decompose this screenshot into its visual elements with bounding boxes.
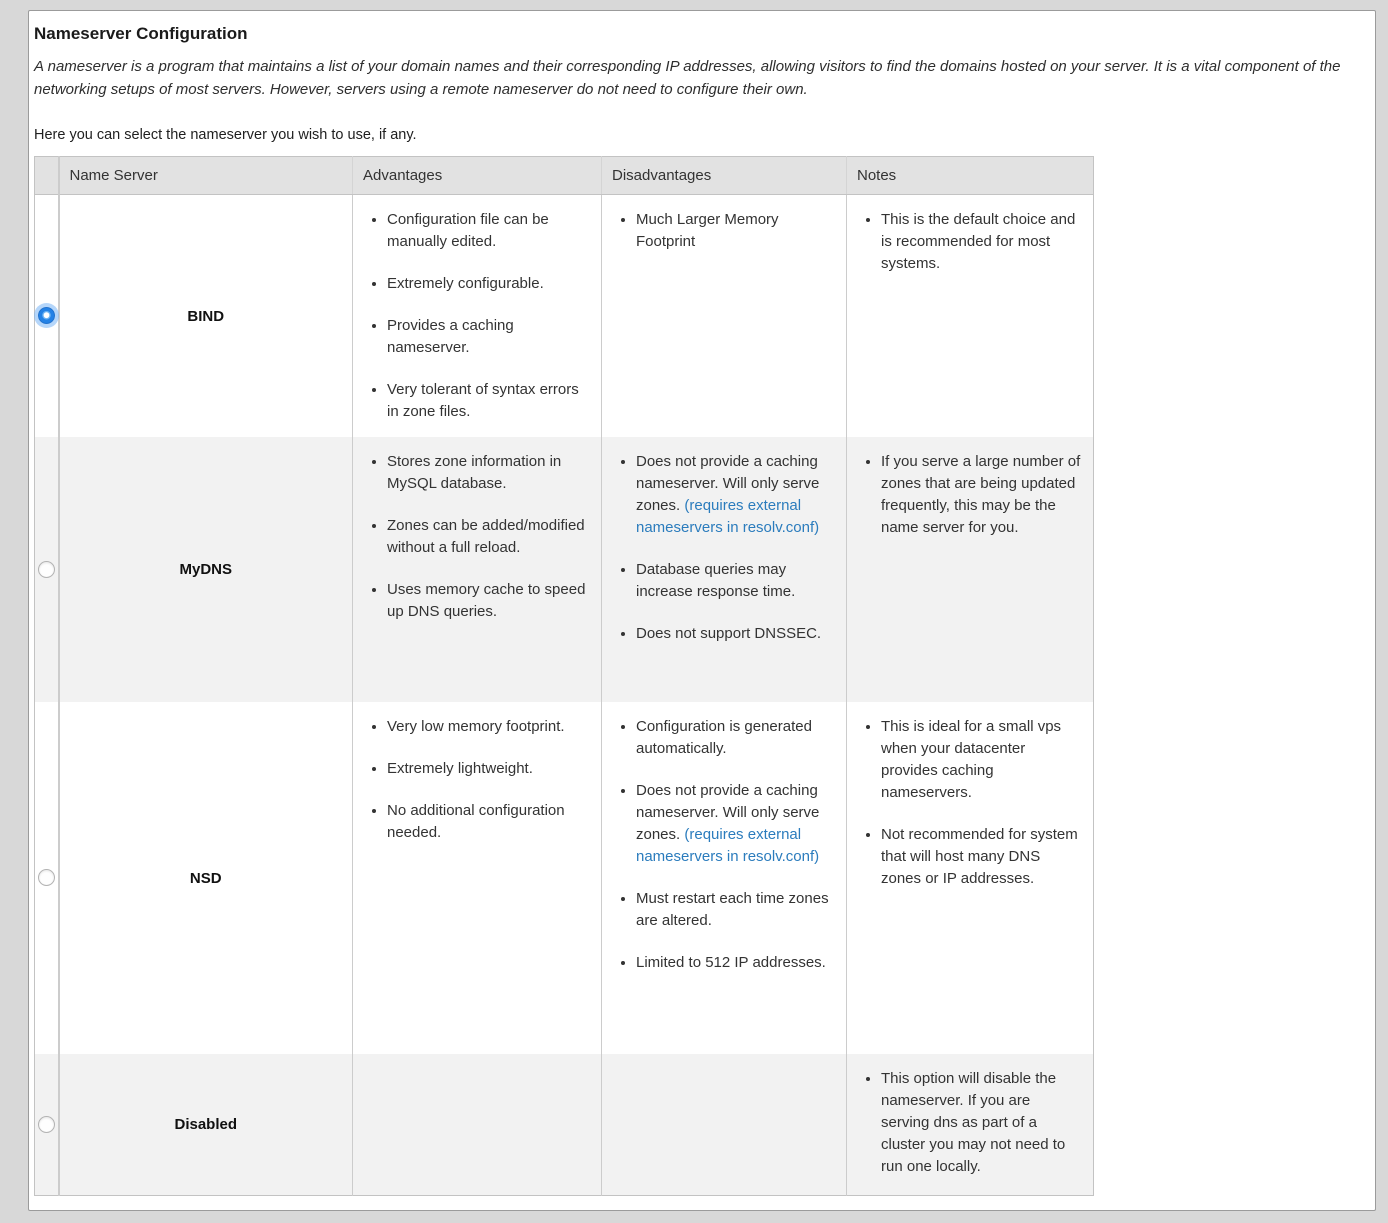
notes-cell [847,702,1094,1054]
header-disadvantages: Disadvantages [602,157,847,195]
disadvantages-cell [602,1054,847,1195]
bullet-text: Database queries may increase response time. [636,561,796,600]
radio-button-nsd[interactable] [38,869,55,886]
bullet-text: Configuration file can be manually edited. [387,211,549,250]
advantages-cell [353,1054,602,1195]
header-radio-column [35,157,59,195]
bullet-list [857,1068,1081,1178]
select-hint: Here you can select the nameserver you wish to use, if any. [34,127,417,143]
notes-cell [847,1054,1094,1195]
disadvantages-cell [602,437,847,702]
bullet-item [881,1068,1081,1178]
nameserver-name: Disabled [59,1054,353,1195]
bullet-text: Does not provide a caching nameserver. Will only serve zones. [636,453,820,514]
bullet-item [387,579,589,623]
bullet-item [881,716,1081,804]
bullet-text: Not recommended for system that will host many DNS zones or IP addresses. [881,826,1078,887]
bullet-text: Configuration is generated automatically. [636,718,812,757]
bullet-text: Does not support DNSSEC. [636,625,822,642]
radio-cell [35,437,59,702]
nameserver-row-nsd [35,702,1094,1054]
bullet-list [857,716,1081,890]
bullet-item [636,559,834,603]
bullet-text: Stores zone information in MySQL database. [387,453,562,492]
nameserver-row-disabled [35,1054,1094,1195]
bullet-list [363,716,589,844]
resolv-conf-link[interactable]: (requires external nameservers in resolv.conf) [636,826,820,865]
header-notes: Notes [847,157,1094,195]
bullet-item [881,824,1081,890]
bullet-item [387,315,589,359]
bullet-list [363,209,589,423]
bullet-text: Extremely configurable. [387,275,544,292]
bullet-list [612,451,834,645]
bullet-list [857,209,1081,275]
notes-cell [847,195,1094,438]
bullet-list [363,451,589,623]
nameserver-row-bind [35,195,1094,438]
bullet-item [636,209,834,253]
content-panel [28,10,1376,1211]
bullet-item [387,273,589,295]
nameserver-name: BIND [59,195,353,438]
radio-cell [35,195,59,438]
radio-cell [35,1054,59,1195]
bullet-item [387,800,589,844]
bullet-item [387,209,589,253]
nameserver-row-mydns [35,437,1094,702]
resolv-conf-link[interactable]: (requires external nameservers in resolv.conf) [636,497,820,536]
bullet-text: Extremely lightweight. [387,760,533,777]
advantages-cell [353,195,602,438]
bullet-item [387,379,589,423]
notes-cell [847,437,1094,702]
bullet-text: Very low memory footprint. [387,718,565,735]
bullet-item [636,888,834,932]
nameserver-name: MyDNS [59,437,353,702]
bullet-item [636,716,834,760]
table-body [35,195,1094,1196]
bullet-item [636,623,834,645]
bullet-text: This is ideal for a small vps when your datacenter provides caching nameservers. [881,718,1062,801]
bullet-text: This option will disable the nameserver. If you are serving dns as part of a cluster you may not need to run one locally. [881,1070,1066,1175]
bullet-text: Limited to 512 IP addresses. [636,954,826,971]
header-advantages: Advantages [353,157,602,195]
bullet-text: Must restart each time zones are altered. [636,890,829,929]
advantages-cell [353,702,602,1054]
bullet-text: Uses memory cache to speed up DNS queries. [387,581,586,620]
bullet-item [636,952,834,974]
table-header-row [35,157,1094,195]
bullet-list [612,209,834,253]
bullet-text: If you serve a large number of zones that are being updated frequently, this may be the name server for you. [881,453,1081,536]
bullet-item [387,515,589,559]
bullet-text: This is the default choice and is recommended for most systems. [881,211,1076,272]
page-title: Nameserver Configuration [34,24,248,43]
radio-cell [35,702,59,1054]
bullet-item [387,451,589,495]
advantages-cell [353,437,602,702]
bullet-text: Much Larger Memory Footprint [636,211,779,250]
bullet-text: No additional configuration needed. [387,802,565,841]
bullet-item [881,209,1081,275]
radio-button-mydns[interactable] [38,561,55,578]
bullet-item [636,451,834,539]
bullet-list [612,716,834,974]
nameserver-name: NSD [59,702,353,1054]
bullet-text: Very tolerant of syntax errors in zone files. [387,381,579,420]
header-name-server: Name Server [59,157,353,195]
bullet-text: Zones can be added/modified without a full reload. [387,517,585,556]
radio-button-bind[interactable] [38,307,55,324]
bullet-item [387,716,589,738]
bullet-text: Provides a caching nameserver. [387,317,514,356]
intro-paragraph: A nameserver is a program that maintains a list of your domain names and their corresponding IP addresses, allowing visitors to find the domains hosted on your server. It is a vital component of the networking setups of most servers. However, servers using a remote nameserver do not need to configure their own. [34,58,1341,98]
bullet-text: Does not provide a caching nameserver. Will only serve zones. [636,782,820,843]
disadvantages-cell [602,702,847,1054]
bullet-item [881,451,1081,539]
radio-button-disabled[interactable] [38,1116,55,1133]
bullet-item [387,758,589,780]
disadvantages-cell [602,195,847,438]
bullet-list [857,451,1081,539]
table-header [35,157,1094,195]
nameserver-table [34,156,1094,1196]
bullet-item [636,780,834,868]
